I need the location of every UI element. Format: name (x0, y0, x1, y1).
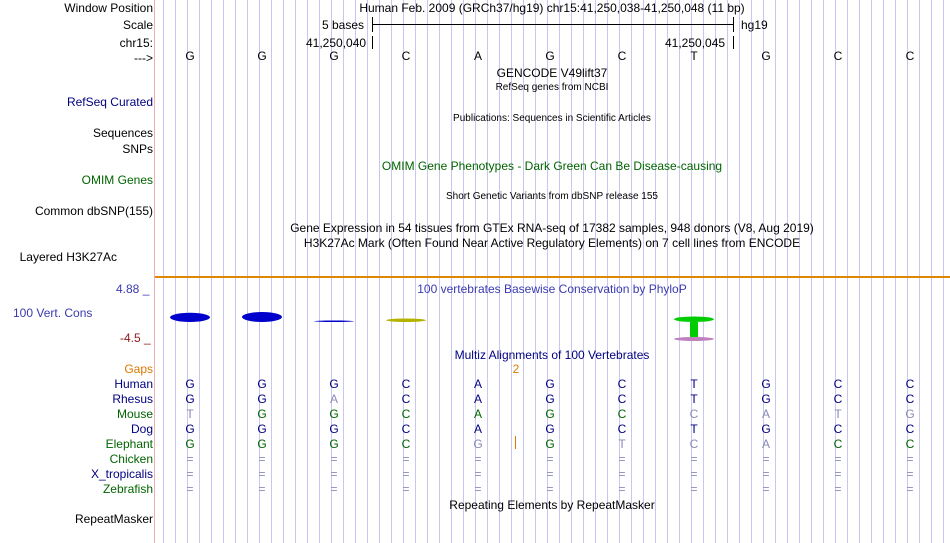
aligned-base: G (761, 392, 771, 406)
aligned-base: = (546, 482, 554, 496)
aligned-base: = (546, 452, 554, 466)
base-letter: A (473, 49, 482, 63)
aligned-base: = (762, 452, 770, 466)
base-letter: C (833, 49, 843, 63)
aligned-base: C (617, 407, 627, 421)
aligned-base: A (329, 392, 338, 406)
aligned-base: C (905, 392, 915, 406)
aligned-base: C (617, 392, 627, 406)
aligned-base: C (401, 407, 411, 421)
base-letter: G (761, 49, 771, 63)
refseq-label[interactable]: RefSeq Curated (66, 95, 153, 109)
aligned-base: T (618, 437, 626, 451)
aligned-base: G (257, 392, 267, 406)
aligned-base: = (762, 482, 770, 496)
base-letter: C (617, 49, 627, 63)
aligned-base: = (330, 482, 338, 496)
aligned-base: = (474, 452, 482, 466)
multiz-track-title[interactable]: Multiz Alignments of 100 Vertebrates (454, 348, 650, 362)
gencode-track-title[interactable]: GENCODE V49lift37 (496, 66, 608, 80)
dbsnp-track-title[interactable]: Short Genetic Variants from dbSNP release 155 (446, 191, 658, 202)
gtex-track-title[interactable]: Gene Expression in 54 tissues from GTEx RNA-seq of 17382 samples, 948 donors (V8, Aug 2019) (290, 221, 814, 235)
aligned-base: C (401, 392, 411, 406)
aligned-base: C (905, 377, 915, 391)
aligned-base: = (402, 467, 410, 481)
aligned-base: G (329, 377, 339, 391)
repeatmasker-label[interactable]: RepeatMasker (74, 512, 153, 526)
assembly-position-text[interactable]: Human Feb. 2009 (GRCh37/hg19) chr15:41,250,038-41,250,048 (11 bp) (359, 1, 745, 15)
aligned-base: = (186, 467, 194, 481)
aligned-base: C (905, 437, 915, 451)
logo-letter-g (170, 313, 210, 322)
aligned-base: = (474, 482, 482, 496)
base-letter: C (401, 49, 411, 63)
aligned-base: = (834, 452, 842, 466)
aligned-base: G (545, 377, 555, 391)
aligned-base: = (258, 482, 266, 496)
aligned-base: G (185, 437, 195, 451)
base-letter: T (690, 49, 698, 63)
aligned-base: = (186, 482, 194, 496)
aligned-base: = (834, 467, 842, 481)
aligned-base: C (401, 437, 411, 451)
h3k27ac-track-title[interactable]: H3K27Ac Mark (Often Found Near Active Regulatory Elements) on 7 cell lines from ENCODE (303, 236, 801, 250)
aligned-base: = (690, 452, 698, 466)
aligned-base: C (833, 377, 843, 391)
aligned-base: G (761, 377, 771, 391)
aligned-base: A (761, 407, 770, 421)
aligned-base: = (906, 467, 914, 481)
logo-letter-g (242, 312, 282, 322)
species-label[interactable]: Zebrafish (102, 482, 153, 496)
aligned-base: G (329, 437, 339, 451)
aligned-base: = (618, 467, 626, 481)
species-label[interactable]: Dog (130, 422, 153, 436)
aligned-base: T (690, 422, 698, 436)
phylop-label[interactable]: 100 Vert. Cons (13, 306, 93, 320)
aligned-base: G (545, 422, 555, 436)
phylop-min-label: -4.5 _ (120, 331, 151, 345)
aligned-base: = (690, 482, 698, 496)
aligned-base: G (545, 407, 555, 421)
position-right: 41,250,045 (665, 36, 726, 50)
aligned-base: T (690, 392, 698, 406)
aligned-base: = (402, 482, 410, 496)
aligned-base: = (258, 467, 266, 481)
aligned-base: G (761, 422, 771, 436)
publications-track-title[interactable]: Publications: Sequences in Scientific Articles (453, 113, 651, 124)
aligned-base: G (185, 392, 195, 406)
dbsnp-label[interactable]: Common dbSNP(155) (34, 204, 153, 218)
aligned-base: = (906, 482, 914, 496)
aligned-base: C (833, 422, 843, 436)
position-left: 41,250,040 (306, 36, 367, 50)
species-label[interactable]: Rhesus (112, 392, 153, 406)
base-letter: G (545, 49, 555, 63)
aligned-base: G (329, 407, 339, 421)
aligned-base: C (689, 437, 699, 451)
aligned-base: = (330, 452, 338, 466)
logo-letter-t-stem (690, 322, 698, 337)
aligned-base: G (905, 407, 915, 421)
base-letter: G (329, 49, 339, 63)
chrom-label[interactable]: chr15: (119, 36, 153, 50)
aligned-base: = (762, 467, 770, 481)
gap-count: 2 (512, 362, 520, 376)
scale-db: hg19 (741, 18, 768, 32)
sequences-label[interactable]: Sequences (92, 126, 153, 140)
aligned-base: = (618, 482, 626, 496)
aligned-base: G (257, 422, 267, 436)
base-letter: G (185, 49, 195, 63)
aligned-base: = (690, 467, 698, 481)
species-label[interactable]: Mouse (116, 407, 153, 421)
omim-label[interactable]: OMIM Genes (81, 173, 153, 187)
repeatmasker-track-title[interactable]: Repeating Elements by RepeatMasker (449, 498, 655, 512)
aligned-base: G (329, 422, 339, 436)
aligned-base: T (690, 377, 698, 391)
phylop-track-title[interactable]: 100 vertebrates Basewise Conservation by PhyloP (417, 282, 687, 296)
aligned-base: = (618, 452, 626, 466)
aligned-base: G (257, 437, 267, 451)
aligned-base: G (185, 422, 195, 436)
gap-marker (515, 436, 516, 449)
aligned-base: A (473, 422, 482, 436)
aligned-base: G (185, 377, 195, 391)
logo-letter-c (386, 319, 426, 323)
species-label[interactable]: Elephant (105, 437, 153, 451)
aligned-base: T (834, 407, 842, 421)
aligned-base: A (473, 392, 482, 406)
aligned-base: G (473, 437, 483, 451)
gaps-label[interactable]: Gaps (124, 362, 153, 376)
base-letter: G (257, 49, 267, 63)
logo-letter-t (674, 317, 714, 323)
base-letter: C (905, 49, 915, 63)
aligned-base: = (474, 467, 482, 481)
refseq-track-subtitle[interactable]: RefSeq genes from NCBI (495, 82, 609, 93)
omim-track-title[interactable]: OMIM Gene Phenotypes - Dark Green Can Be Disease-causing (381, 159, 723, 173)
strand-label[interactable]: ---> (134, 51, 153, 65)
aligned-base: = (186, 452, 194, 466)
aligned-base: = (834, 482, 842, 496)
aligned-base: T (186, 407, 194, 421)
snps-label[interactable]: SNPs (122, 142, 153, 156)
species-label[interactable]: Chicken (109, 452, 153, 466)
aligned-base: = (330, 467, 338, 481)
aligned-base: C (401, 422, 411, 436)
aligned-base: C (905, 422, 915, 436)
scale-label[interactable]: Scale (122, 18, 153, 32)
aligned-base: C (401, 377, 411, 391)
aligned-base: G (545, 392, 555, 406)
aligned-base: C (617, 377, 627, 391)
phylop-max-label: 4.88 _ (116, 282, 150, 296)
aligned-base: = (402, 452, 410, 466)
aligned-base: C (833, 392, 843, 406)
scale-text: 5 bases (322, 18, 365, 32)
aligned-base: G (545, 437, 555, 451)
aligned-base: G (257, 377, 267, 391)
aligned-base: = (906, 452, 914, 466)
aligned-base: A (761, 437, 770, 451)
species-label[interactable]: X_tropicalis (90, 467, 153, 481)
aligned-base: = (546, 467, 554, 481)
species-label[interactable]: Human (114, 377, 153, 391)
aligned-base: A (473, 407, 482, 421)
aligned-base: C (833, 437, 843, 451)
aligned-base: G (257, 407, 267, 421)
window-position-label[interactable]: Window Position (64, 1, 153, 15)
logo-negative-mark (674, 337, 714, 341)
aligned-base: = (258, 452, 266, 466)
aligned-base: A (473, 377, 482, 391)
aligned-base: C (617, 422, 627, 436)
logo-letter-g (314, 321, 354, 323)
aligned-base: C (689, 407, 699, 421)
h3k27ac-label[interactable]: Layered H3K27Ac (19, 250, 117, 264)
